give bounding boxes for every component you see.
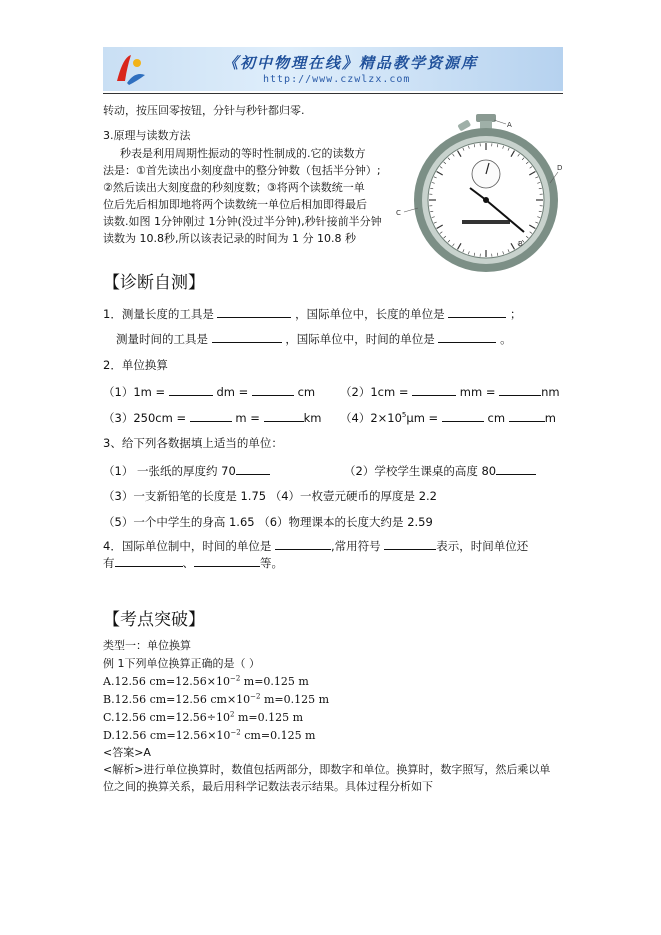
intro-line-5: 读数.如图 1分钟刚过 1分钟(没过半分钟),秒针接前半分钟 <box>103 215 382 228</box>
blank-length-unit[interactable] <box>448 306 506 318</box>
intro-line-0: 转动，按压回零按钮，分针与秒针都归零. <box>103 104 305 117</box>
logo-icon <box>109 51 149 89</box>
blank-d2[interactable] <box>496 463 536 475</box>
section-heading-diagnosis: 【诊断自测】 <box>103 273 205 293</box>
example-1-question: 例 1下列单位换算正确的是（ ） <box>103 657 260 670</box>
hand-pivot <box>483 197 489 203</box>
blank-c1-cm[interactable] <box>252 384 294 396</box>
blank-c3-km[interactable] <box>264 410 304 422</box>
conversion-4: $(4)2\times 10^5\mu m$ = cm m <box>340 411 556 425</box>
analysis-line-2: 位之间的换算关系，最后用科学记数法表示结果。具体过程分析如下 <box>103 780 433 793</box>
label-c: C <box>396 209 401 217</box>
option-b: B.12.56 cm=12.56 $cm\times 10^{-2}$ m=0.125 m <box>103 692 330 706</box>
intro-line-6: 读数为 10.8秒,所以该表记录的时间为 1 分 10.8 秒 <box>103 232 356 245</box>
blank-c4-m[interactable] <box>509 410 545 422</box>
unit-item-2: （2）学校学生课桌的高度 80 <box>344 463 536 478</box>
stopwatch-side-button <box>457 119 471 131</box>
stopwatch-figure <box>394 108 576 274</box>
option-a: A.12.56 $cm=12.56\times 10^{-2}$ m=0.125 m <box>103 674 309 688</box>
section-heading-breakthrough: 【考点突破】 <box>103 610 205 630</box>
intro-line-4: 位后先后相加即地将两个读数统一单位后相加即得最后 <box>103 198 367 211</box>
label-a: A <box>507 121 512 129</box>
question-1-line-1: 1．测量长度的工具是 ，国际单位中，长度的单位是 ； <box>103 307 522 321</box>
blank-length-tool[interactable] <box>217 306 291 318</box>
question-1-line-2: 测量时间的工具是 ，国际单位中，时间的单位是 。 <box>116 332 512 346</box>
type-1-heading: 类型一：单位换算 <box>103 639 191 652</box>
banner-url[interactable]: http://www.czwlzx.com <box>263 74 411 85</box>
header-divider <box>103 93 563 94</box>
blank-time-symbol[interactable] <box>384 538 436 550</box>
blank-time-unit[interactable] <box>438 331 496 343</box>
blank-c2-nm[interactable] <box>499 384 541 396</box>
unit-items-5-6: （5）一个中学生的身高 1.65 （6）物理课本的长度大约是 2.59 <box>103 515 433 529</box>
blank-d1[interactable] <box>236 463 270 475</box>
conversion-3: （3）250cm = m = km <box>103 411 322 425</box>
intro-heading: 3.原理与读数方法 <box>103 129 191 142</box>
blank-time-unit-si[interactable] <box>275 538 331 550</box>
option-d: D.12.56 $cm=12.56\times 10^{-2}$ cm=0.125 m <box>103 728 316 742</box>
answer-text: <答案>A <box>103 746 151 759</box>
blank-c3-m[interactable] <box>190 410 232 422</box>
question-3-heading: 3、给下列各数据填上适当的单位： <box>103 436 283 450</box>
unit-item-1: （1） 一张纸的厚度约 70 <box>103 463 270 478</box>
banner-title: 《初中物理在线》精品教学资源库 <box>223 54 479 72</box>
unit-items-3-4: （3）一支新铅笔的长度是 1.75 （4）一枚壹元硬币的厚度是 2.2 <box>103 489 437 503</box>
stopwatch-crown <box>476 114 496 122</box>
blank-other-unit-2[interactable] <box>194 555 260 567</box>
intro-line-3: ②然后读出大刻度盘的秒刻度数；③将两个读数统一单 <box>103 181 365 194</box>
blank-other-unit-1[interactable] <box>115 555 183 567</box>
option-c: C.12.56 $cm=12.56\div 10^2$ m=0.125 m <box>103 710 304 724</box>
blank-c4-cm[interactable] <box>442 410 484 422</box>
intro-line-2: 法是：①首先读出小刻度盘中的整分钟数（包括半分钟）; <box>103 164 381 177</box>
question-2-heading: 2．单位换算 <box>103 358 168 372</box>
label-d: D <box>557 164 563 172</box>
question-4-line-2: 有 、 等。 <box>103 556 283 570</box>
question-4-line-1: 4．国际单位制中，时间的单位是 ,常用符号 表示，时间单位还 <box>103 539 529 553</box>
blank-time-tool[interactable] <box>212 331 282 343</box>
conversion-1: （1）1m = dm = cm <box>103 385 316 399</box>
header-banner <box>103 47 563 91</box>
conversion-2: （2）1cm = mm = nm <box>340 385 560 399</box>
blank-c1-dm[interactable] <box>169 384 213 396</box>
analysis-line-1: <解析>进行单位换算时，数值包括两部分，即数字和单位。换算时，数字照写，然后乘以单 <box>103 763 551 776</box>
blank-c2-mm[interactable] <box>412 384 456 396</box>
label-b: B <box>518 240 523 248</box>
dial-brand-text <box>462 220 510 224</box>
intro-line-1: 秒表是利用周期性振动的等时性制成的.它的读数方 <box>120 147 366 160</box>
